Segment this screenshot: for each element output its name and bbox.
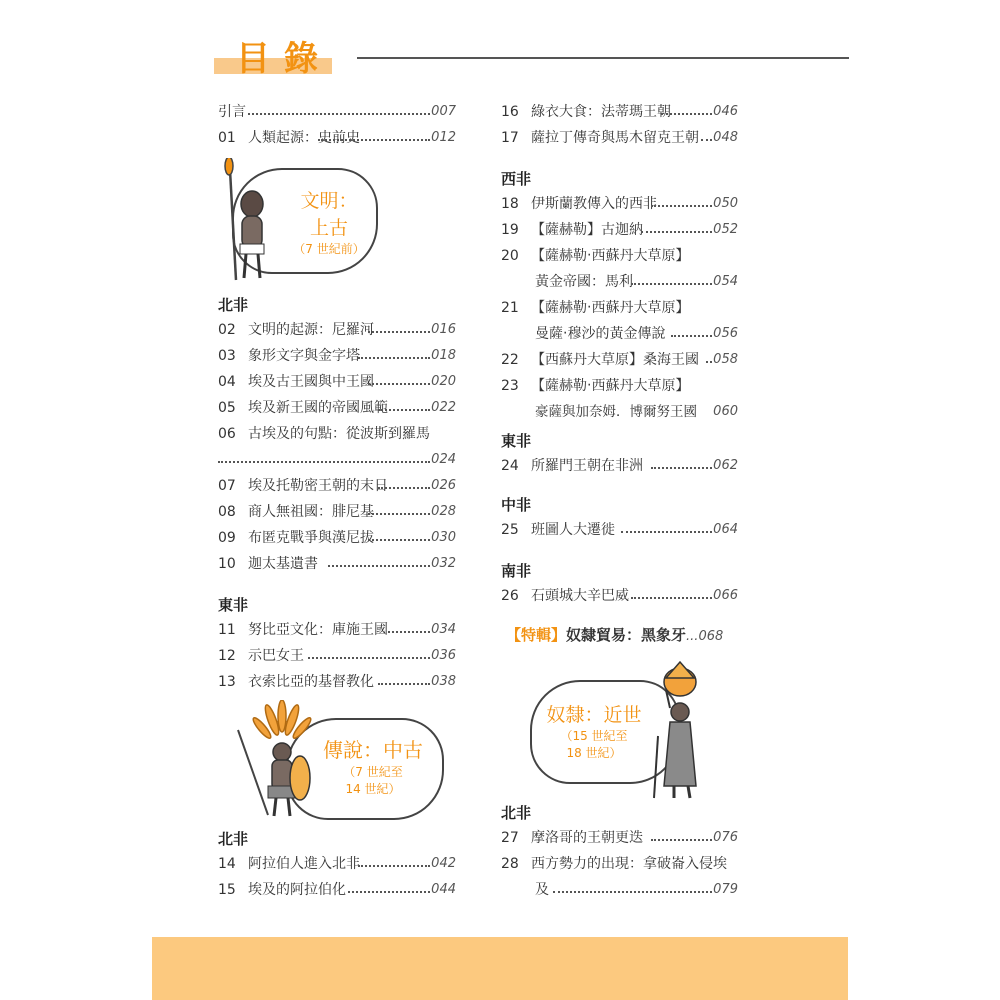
toc-entry[interactable]: 08 商人無祖國：腓尼基 028: [218, 504, 456, 520]
section-heading: 東非: [501, 432, 532, 450]
toc-entry[interactable]: 05 埃及新王國的帝國風範 022: [218, 400, 456, 416]
toc-entry[interactable]: 24 所羅門王朝在非洲 062: [501, 458, 738, 474]
toc-entry[interactable]: 12 示巴女王 036: [218, 648, 456, 664]
toc-entry[interactable]: 10 迦太基遺書 032: [218, 556, 456, 572]
tribesman-illustration: [216, 158, 276, 283]
toc-entry[interactable]: 03 象形文字與金字塔 018: [218, 348, 456, 364]
toc-entry[interactable]: 07 埃及托勒密王朝的末日 026: [218, 478, 456, 494]
toc-entry[interactable]: 01 人類起源：史前史 012: [218, 130, 456, 146]
toc-entry[interactable]: 17 薩拉丁傳奇與馬木留克王朝 048: [501, 130, 738, 146]
porter-illustration: [640, 656, 710, 802]
era-label: 傳說：中古 （7 世紀至 14 世紀）: [323, 738, 423, 796]
toc-entry-continued[interactable]: 黃金帝國：馬利 054: [535, 274, 738, 290]
toc-entry[interactable]: 09 布匿克戰爭與漢尼拔 030: [218, 530, 456, 546]
era-label: 奴隸：近世 （15 世紀至 18 世紀）: [546, 704, 642, 760]
toc-entry[interactable]: 18 伊斯蘭教傳入的西非 050: [501, 196, 738, 212]
toc-entry[interactable]: 28 西方勢力的出現：拿破崙入侵埃: [501, 854, 738, 874]
section-heading: 北非: [218, 296, 249, 314]
footer-band: [152, 937, 848, 1000]
toc-entry[interactable]: 02 文明的起源：尼羅河 016: [218, 322, 456, 338]
toc-entry[interactable]: 21 【薩赫勒‧西蘇丹大草原】: [501, 298, 738, 318]
toc-entry[interactable]: 04 埃及古王國與中王國 020: [218, 374, 456, 390]
toc-entry[interactable]: 14 阿拉伯人進入北非 042: [218, 856, 456, 872]
toc-entry[interactable]: 13 衣索比亞的基督教化 038: [218, 674, 456, 690]
toc-entry[interactable]: 20 【薩赫勒‧西蘇丹大草原】: [501, 246, 738, 266]
page-title: 目錄: [236, 39, 332, 79]
toc-entry[interactable]: 引言 007: [218, 104, 456, 120]
section-heading: 中非: [501, 496, 532, 514]
toc-entry[interactable]: 15 埃及的阿拉伯化 044: [218, 882, 456, 898]
section-heading: 西非: [501, 170, 532, 188]
toc-entry[interactable]: 16 綠衣大食：法蒂瑪王朝 046: [501, 104, 738, 120]
toc-entry[interactable]: 22 【西蘇丹大草原】桑海王國 058: [501, 352, 738, 368]
toc-entry[interactable]: 25 班圖人大遷徙 064: [501, 522, 738, 538]
section-heading: 東非: [218, 596, 249, 614]
section-heading: 北非: [218, 830, 249, 848]
toc-entry[interactable]: 27 摩洛哥的王朝更迭 076: [501, 830, 738, 846]
toc-entry-continued[interactable]: 024: [218, 450, 456, 470]
toc-entry-continued[interactable]: 豪薩與加奈姆．博爾努王國 060: [535, 404, 738, 420]
toc-entry[interactable]: 19 【薩赫勒】古迦納 052: [501, 222, 738, 238]
title-rule: [357, 57, 849, 59]
toc-entry-continued[interactable]: 曼薩‧穆沙的黃金傳說 056: [535, 326, 738, 342]
era-label: 文明： 上古 （7 世紀前）: [293, 190, 365, 256]
section-heading: 南非: [501, 562, 532, 580]
warrior-illustration: [232, 700, 322, 818]
toc-entry-continued[interactable]: 及 079: [535, 882, 738, 898]
toc-entry[interactable]: 26 石頭城大辛巴威 066: [501, 588, 738, 604]
section-heading: 北非: [501, 804, 532, 822]
toc-entry[interactable]: 23 【薩赫勒‧西蘇丹大草原】: [501, 376, 738, 396]
toc-entry[interactable]: 06 古埃及的句點：從波斯到羅馬: [218, 424, 456, 444]
toc-entry[interactable]: 11 努比亞文化：庫施王國 034: [218, 622, 456, 638]
special-feature-entry[interactable]: 【特輯】奴隸貿易：黑象牙...068: [506, 626, 724, 644]
